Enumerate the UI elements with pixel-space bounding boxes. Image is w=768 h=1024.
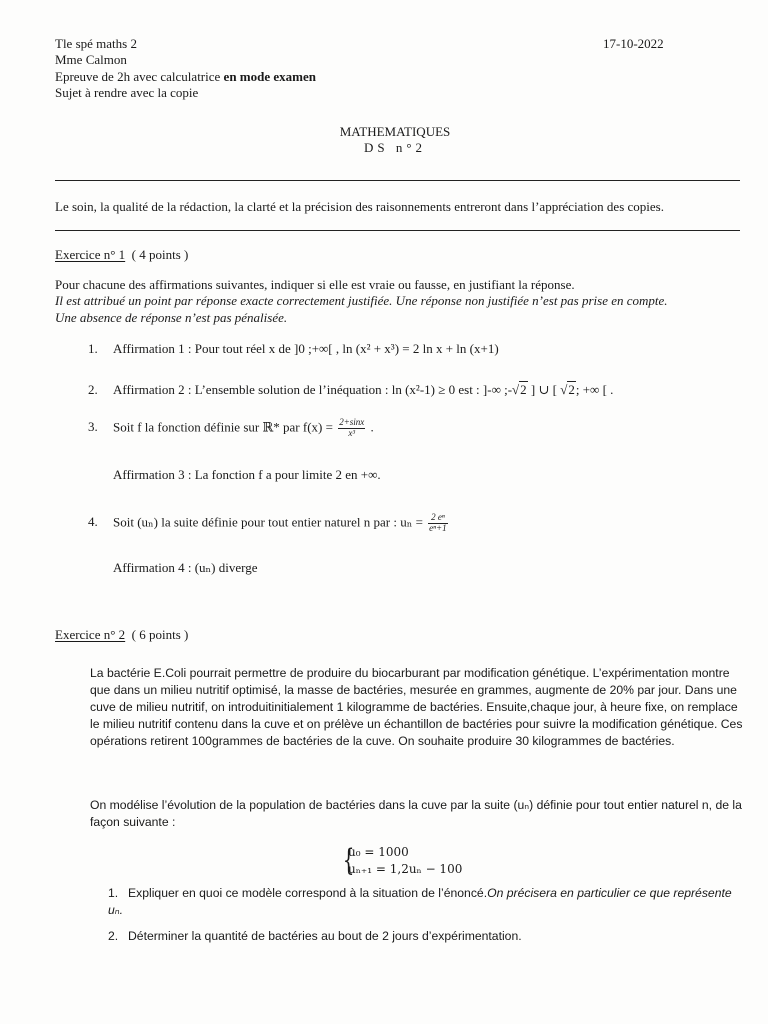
affirmation-1: 1. Affirmation 1 : Pour tout réel x de ]0 ;+∞[ , ln (x² + x³) = 2 ln x + ln (x+1) bbox=[88, 341, 499, 356]
question-2: 2. Déterminer la quantité de bactéries au bout de 2 jours d’expérimentation. bbox=[108, 929, 522, 943]
question-1: 1. Expliquer en quoi ce modèle correspond à la situation de l’énoncé.On précisera en particulier ce que représente uₙ. bbox=[108, 886, 732, 917]
exercise-1-title: Exercice n° 1 ( 4 points ) bbox=[55, 247, 189, 262]
affirmation-2: 2. Affirmation 2 : L’ensemble solution de l’inéquation : ln (x²-1) ≥ 0 est : ]-∞ ;-√2 ] ∪ [ √2; +∞ [ . bbox=[88, 382, 614, 397]
exam-conditions: Epreuve de 2h avec calculatrice en mode examen bbox=[55, 68, 316, 84]
exercise-2-title: Exercice n° 2 ( 6 points ) bbox=[55, 627, 189, 642]
class-label: Tle spé maths 2 bbox=[55, 36, 137, 51]
recurrence-relation: uₙ₊₁ = 1,2uₙ − 100 bbox=[348, 862, 463, 876]
item-3-function: 3. Soit f la fonction définie sur ℝ* par f(x) = $\frac{2+\sin x}{\text{x³}}$ . bbox=[88, 417, 374, 438]
affirmation-4: Affirmation 4 : (uₙ) diverge bbox=[113, 560, 258, 575]
teacher-name: Mme Calmon bbox=[55, 52, 127, 68]
exercise-1-instructions: Pour chacune des affirmations suivantes, indiquer si elle est vraie ou fausse, en justifiant la réponse. Il est attribué un point par réponse exacte correctement justifiée. Une réponse non justifiée n’est pas prise en compte. Une absence de réponse n’est pas pénalisée. bbox=[55, 277, 668, 325]
initial-term: u₀ = 1000 bbox=[348, 845, 409, 859]
item-4-sequence: 4. Soit (uₙ) la suite définie pour tout entier naturel n par : uₙ = $\frac{\text{2 eⁿ}}{\text{eⁿ+1}}$ bbox=[88, 512, 447, 533]
exam-date: 17-10-2022 bbox=[603, 36, 664, 51]
affirmation-3: Affirmation 3 : La fonction f a pour limite 2 en +∞. bbox=[113, 467, 381, 482]
header-info bbox=[55, 36, 316, 101]
document-title bbox=[0, 124, 768, 157]
submission-note: Sujet à rendre avec la copie bbox=[55, 84, 199, 100]
fraction-u: $\frac{\text{2 eⁿ}}{\text{eⁿ+1}}$ bbox=[429, 512, 447, 533]
exercise-2-model-intro: On modélise l’évolution de la population de bactéries dans la cuve par la suite (uₙ) définie pour tout entier naturel n, de la façon suivante : bbox=[90, 798, 742, 829]
fraction-f: $\frac{2+\sin x}{\text{x³}}$ bbox=[339, 417, 365, 438]
exercise-2-statement: La bactérie E.Coli pourrait permettre de produire du biocarburant par modification génétique. L’expérimentation montre que dans un milieu nutritif optimisé, la masse de bactéries, mesurée en grammes, augmente de 20% par jour. Dans une cuve de milieu nutritif, on introduitinitialement 1 kilogramme de bactéries. Ensuite,chaque jour, à heure fixe, on remplace le milieu nutritif contenu dans la cuve et on prélève un échantillon de bactéries pour suivre la modification génétique. Ces opérations retirent 100grammes de bactéries de la cuve. On souhaite produire 30 kilogrammes de bactéries. bbox=[90, 666, 743, 748]
top-divider bbox=[55, 180, 740, 181]
subject-title: MATHEMATIQUES bbox=[339, 124, 451, 139]
recurrence-system bbox=[342, 843, 463, 878]
bottom-divider bbox=[55, 230, 740, 231]
brace-symbol: { bbox=[342, 843, 355, 878]
test-number: DS n°2 bbox=[363, 140, 427, 156]
grading-notice: Le soin, la qualité de la rédaction, la clarté et la précision des raisonnements entreront dans l’appréciation des copies. bbox=[55, 199, 664, 214]
